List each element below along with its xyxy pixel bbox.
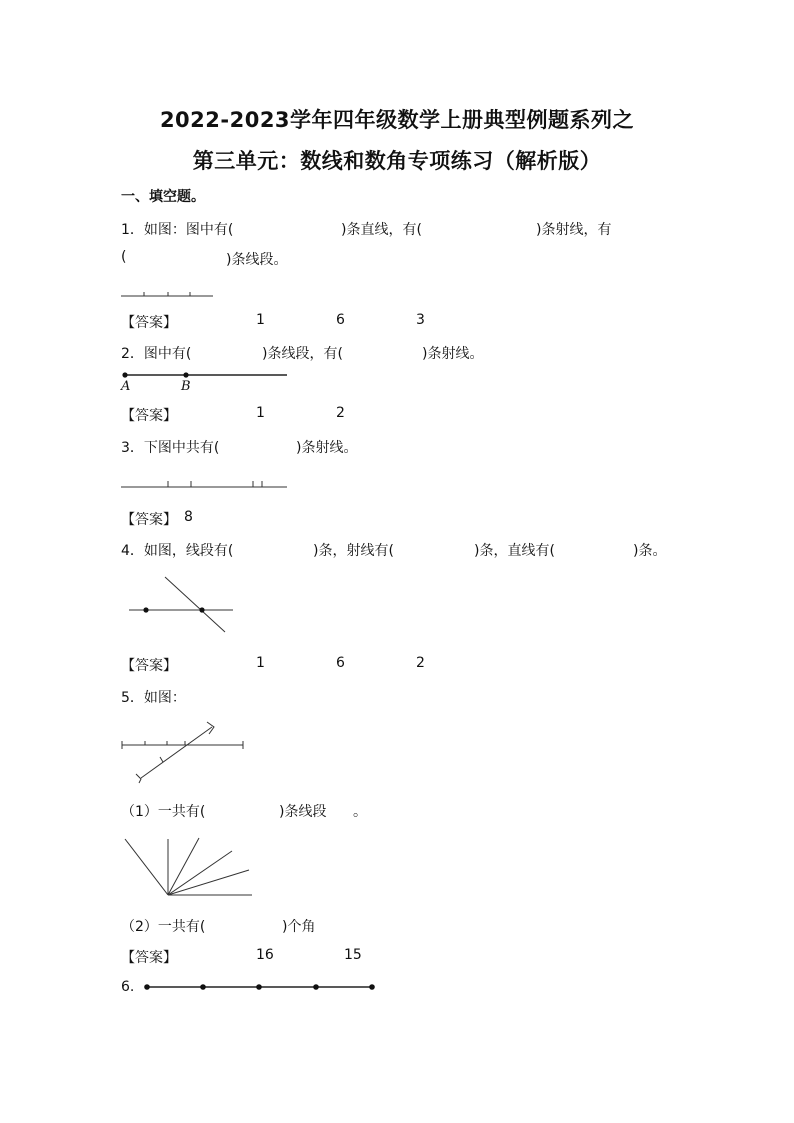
- q1-answer-label: 【答案】: [121, 315, 177, 331]
- q2-point-a-label: A: [121, 379, 131, 394]
- q4-text-d: )条。: [633, 543, 667, 559]
- title-line-2: 第三单元：数线和数角专项练习（解析版）: [192, 149, 602, 173]
- q6-text: 6.: [121, 979, 135, 995]
- section-heading: 一、填空题。: [121, 189, 205, 205]
- q5-sub1-text-a: （1）一共有(: [121, 804, 206, 820]
- q1-text-c: )条射线，有: [536, 222, 612, 238]
- q5-sub2-text-b: )个角: [282, 919, 316, 935]
- title-line-1: 2022-2023学年四年级数学上册典型例题系列之: [159, 108, 635, 132]
- q3-text-a: 3．下图中共有(: [121, 440, 220, 456]
- q4-answer-label: 【答案】: [121, 658, 177, 674]
- q2-answer-label: 【答案】: [121, 408, 177, 424]
- q2-point-b-label: B: [181, 379, 191, 394]
- q1-answer-3: 3: [416, 312, 425, 328]
- q1-text-d: (: [121, 249, 127, 265]
- q4-text-c: )条，直线有(: [474, 543, 555, 559]
- q5-sub1-text-c: 。: [353, 804, 367, 820]
- q5-sub1-text-b: )条线段: [279, 804, 327, 820]
- q5-text: 5．如图：: [121, 690, 186, 706]
- q5-answer-1: 16: [256, 947, 274, 963]
- q2-text-b: )条线段，有(: [262, 346, 343, 362]
- q3-text-b: )条射线。: [296, 440, 358, 456]
- q1-answer-1: 1: [256, 312, 265, 328]
- q4-text-b: )条，射线有(: [313, 543, 394, 559]
- q2-answer-1: 1: [256, 405, 265, 421]
- q1-text-a: 1．如图：图中有(: [121, 222, 234, 238]
- q4-answer-3: 2: [416, 655, 425, 671]
- q2-answer-2: 2: [336, 405, 345, 421]
- q1-answer-2: 6: [336, 312, 345, 328]
- q2-text-c: )条射线。: [422, 346, 484, 362]
- q4-answer-2: 6: [336, 655, 345, 671]
- q1-text-b: )条直线，有(: [341, 222, 422, 238]
- q4-answer-1: 1: [256, 655, 265, 671]
- q5-answer-2: 15: [344, 947, 362, 963]
- q5-answer-label: 【答案】: [121, 950, 177, 966]
- q2-text-a: 2．图中有(: [121, 346, 192, 362]
- q1-text-e: )条线段。: [226, 252, 288, 268]
- q3-answer-label: 【答案】: [121, 512, 177, 528]
- q4-text-a: 4．如图，线段有(: [121, 543, 234, 559]
- q5-sub2-text-a: （2）一共有(: [121, 919, 206, 935]
- q3-answer: 8: [184, 509, 193, 525]
